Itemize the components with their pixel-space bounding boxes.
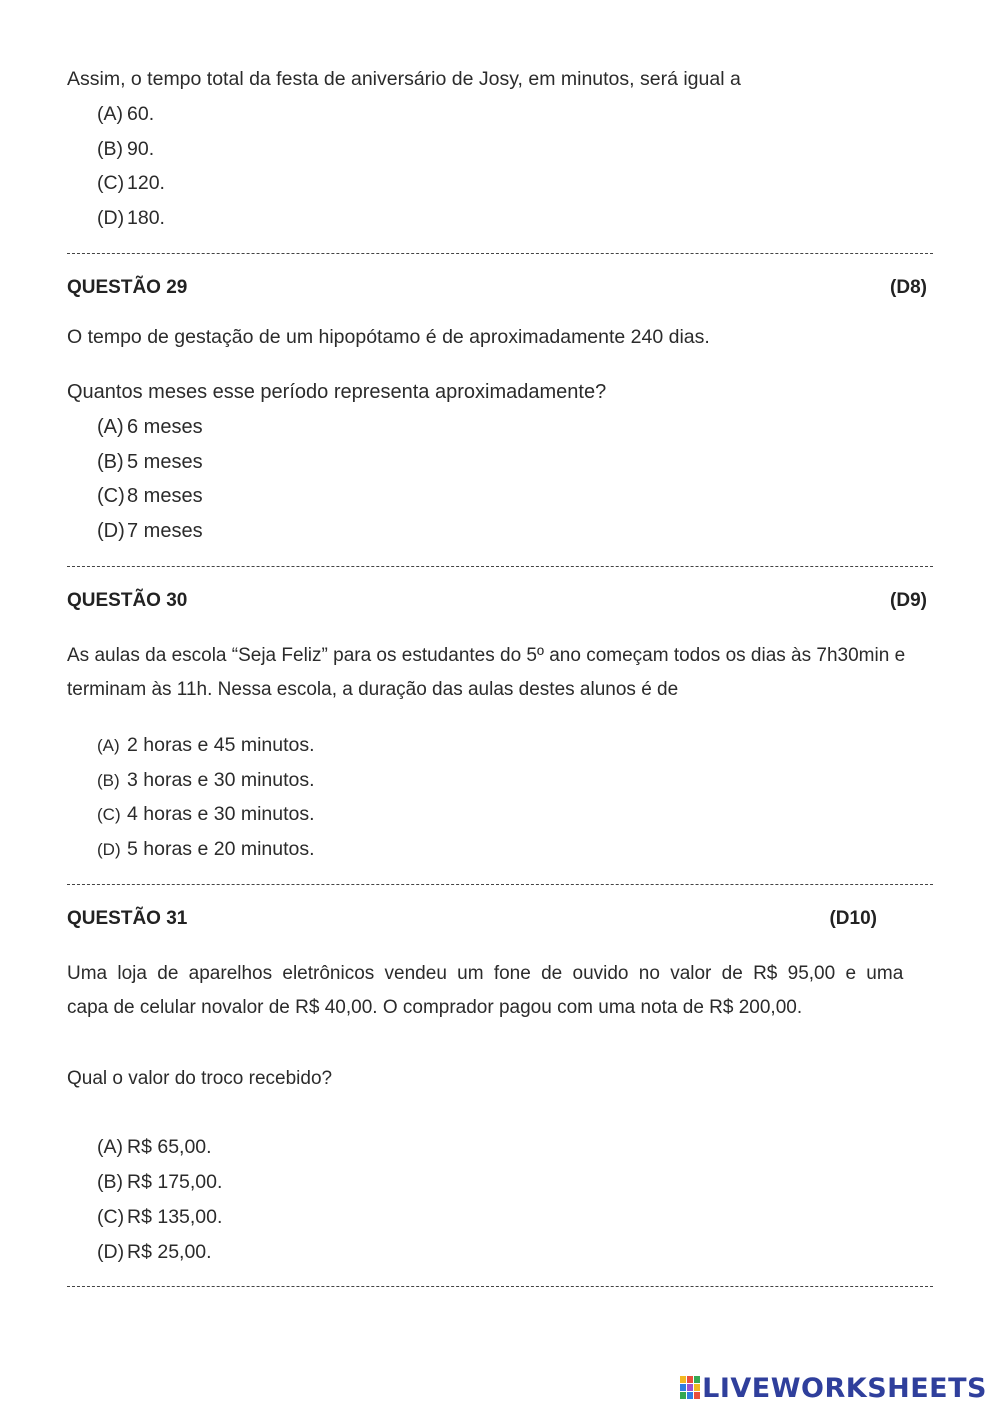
option-letter: (A) <box>97 103 123 125</box>
option-text: 5 horas e 20 minutos. <box>127 838 315 860</box>
option-letter: (C) <box>97 485 125 507</box>
option-letter: (A) <box>97 1136 123 1158</box>
q30-header <box>67 589 927 613</box>
q31-title: QUESTÃO 31 <box>67 908 188 929</box>
q28-option-d[interactable] <box>97 206 165 230</box>
option-text: R$ 135,00. <box>127 1206 223 1228</box>
option-letter: (C) <box>97 172 125 194</box>
divider <box>67 884 933 886</box>
option-text: 4 horas e 30 minutos. <box>127 803 315 825</box>
q30-text-line-2: terminam às 11h. Nessa escola, a duração das aulas destes alunos é de <box>67 679 679 700</box>
q29-header <box>67 276 927 300</box>
q31-option-c[interactable] <box>97 1205 222 1229</box>
q29-option-a[interactable] <box>97 415 203 439</box>
q30-code: (D9) <box>890 590 927 611</box>
option-letter: (C) <box>97 1206 125 1228</box>
option-text: R$ 65,00. <box>127 1136 212 1158</box>
q30-option-c[interactable] <box>97 802 315 827</box>
q31-question: Qual o valor do troco recebido? <box>67 1068 333 1089</box>
option-letter: (A) <box>97 736 120 755</box>
q30-option-a[interactable] <box>97 733 315 758</box>
q31-code: (D10) <box>829 908 877 929</box>
q31-header <box>67 907 877 931</box>
q28-option-a[interactable] <box>97 102 154 126</box>
option-text: 120. <box>127 172 165 194</box>
option-text: 3 horas e 30 minutos. <box>127 769 315 791</box>
q31-option-a[interactable] <box>97 1135 212 1159</box>
q29-question: Quantos meses esse período representa aproximadamente? <box>67 381 607 403</box>
q31-text-line-1: Uma loja de aparelhos eletrônicos vendeu um fone de ouvido no valor de R$ 95,00 e uma <box>67 963 904 984</box>
option-letter: (A) <box>97 416 124 438</box>
q30-option-b[interactable] <box>97 768 315 793</box>
q29-text: O tempo de gestação de um hipopótamo é de aproximadamente 240 dias. <box>67 326 710 348</box>
brand-text: LIVEWORKSHEETS <box>702 1373 987 1404</box>
option-letter: (B) <box>97 451 124 473</box>
option-text: 2 horas e 45 minutos. <box>127 734 315 756</box>
option-letter: (B) <box>97 138 123 160</box>
liveworksheets-brand <box>680 1373 987 1404</box>
option-letter: (D) <box>97 1241 125 1263</box>
option-text: 8 meses <box>127 485 203 507</box>
option-text: 60. <box>127 103 155 125</box>
q30-text-line-1: As aulas da escola “Seja Feliz” para os estudantes do 5º ano começam todos os dias às 7h30min e <box>67 645 906 666</box>
option-letter: (C) <box>97 805 121 824</box>
option-text: 7 meses <box>127 520 203 542</box>
q31-text-line-2: capa de celular novalor de R$ 40,00. O comprador pagou com uma nota de R$ 200,00. <box>67 997 803 1018</box>
option-text: 5 meses <box>127 451 203 473</box>
q29-option-c[interactable] <box>97 484 203 508</box>
option-letter: (D) <box>97 840 121 859</box>
option-letter: (B) <box>97 1171 123 1193</box>
q30-title: QUESTÃO 30 <box>67 590 188 611</box>
q31-option-b[interactable] <box>97 1170 222 1194</box>
q29-code: (D8) <box>890 277 927 298</box>
q28-stem: Assim, o tempo total da festa de aniversário de Josy, em minutos, será igual a <box>67 68 741 90</box>
option-letter: (D) <box>97 207 125 229</box>
option-text: 90. <box>127 138 155 160</box>
option-text: 6 meses <box>127 416 203 438</box>
q28-option-c[interactable] <box>97 171 165 195</box>
q31-option-d[interactable] <box>97 1240 212 1264</box>
q29-title: QUESTÃO 29 <box>67 277 188 298</box>
option-letter: (B) <box>97 771 120 790</box>
q30-option-d[interactable] <box>97 837 315 862</box>
option-text: 180. <box>127 207 165 229</box>
q28-option-b[interactable] <box>97 137 154 161</box>
divider <box>67 253 933 255</box>
option-text: R$ 175,00. <box>127 1171 223 1193</box>
q29-option-d[interactable] <box>97 519 203 543</box>
liveworksheets-logo-icon <box>680 1376 700 1400</box>
divider <box>67 1286 933 1288</box>
divider <box>67 566 933 568</box>
option-text: R$ 25,00. <box>127 1241 212 1263</box>
q29-option-b[interactable] <box>97 450 203 474</box>
option-letter: (D) <box>97 520 125 542</box>
